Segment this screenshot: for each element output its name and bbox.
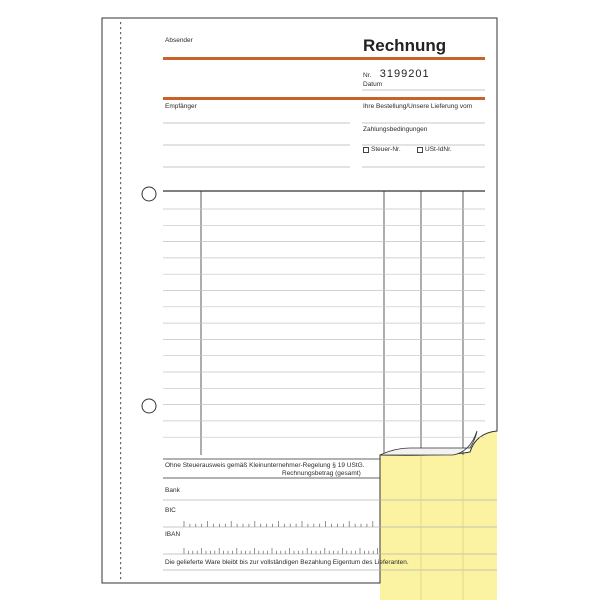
perforation-dot bbox=[120, 447, 121, 449]
perforation-dot bbox=[120, 477, 121, 479]
perforation-dot bbox=[120, 122, 121, 124]
perforation-dot bbox=[120, 257, 121, 259]
perforation-dot bbox=[120, 217, 121, 219]
perforation-dot bbox=[120, 412, 121, 414]
payment-terms-label: Zahlungsbedingungen bbox=[363, 126, 428, 133]
punch-hole-bottom bbox=[142, 399, 156, 413]
perforation-dot bbox=[120, 512, 121, 514]
perforation-dot bbox=[120, 552, 121, 554]
perforation-dot bbox=[120, 502, 121, 504]
perforation-dot bbox=[120, 357, 121, 359]
perforation-dot bbox=[120, 82, 121, 84]
perforation-dot bbox=[120, 547, 121, 549]
perforation-dot bbox=[120, 532, 121, 534]
perforation-dot bbox=[120, 307, 121, 309]
perforation-dot bbox=[120, 167, 121, 169]
perforation-dot bbox=[120, 57, 121, 59]
perforation-dot bbox=[120, 572, 121, 574]
perforation-dot bbox=[120, 37, 121, 39]
perforation-dot bbox=[120, 322, 121, 324]
perforation-dot bbox=[120, 427, 121, 429]
perforation-dot bbox=[120, 32, 121, 34]
perforation-dot bbox=[120, 47, 121, 49]
perforation-dot bbox=[120, 432, 121, 434]
perforation-dot bbox=[120, 62, 121, 64]
perforation-dot bbox=[120, 292, 121, 294]
vat-id-checkbox[interactable] bbox=[417, 147, 423, 153]
perforation-dot bbox=[120, 152, 121, 154]
perforation-dot bbox=[120, 137, 121, 139]
perforation-dot bbox=[120, 312, 121, 314]
perforation-dot bbox=[120, 562, 121, 564]
perforation-dot bbox=[120, 467, 121, 469]
perforation-dot bbox=[120, 117, 121, 119]
vat-id-option[interactable] bbox=[417, 147, 452, 154]
perforation-dot bbox=[120, 212, 121, 214]
perforation-dot bbox=[120, 347, 121, 349]
invoice-number-prefix: Nr. bbox=[363, 72, 372, 79]
header-rule-top bbox=[163, 57, 485, 60]
perforation-dot bbox=[120, 407, 121, 409]
perforation-dot bbox=[120, 397, 121, 399]
perforation-dot bbox=[120, 127, 121, 129]
perforation-dot bbox=[120, 202, 121, 204]
perforation-dot bbox=[120, 282, 121, 284]
tax-number-checkbox[interactable] bbox=[363, 147, 369, 153]
perforation-dot bbox=[120, 392, 121, 394]
perforation-dot bbox=[120, 262, 121, 264]
perforation-dot bbox=[120, 277, 121, 279]
bank-label: Bank bbox=[165, 487, 180, 494]
perforation-dot bbox=[120, 527, 121, 529]
perforation-dot bbox=[120, 97, 121, 99]
perforation-dot bbox=[120, 172, 121, 174]
perforation-dot bbox=[120, 367, 121, 369]
bic-label: BIC bbox=[165, 507, 176, 514]
perforation-dot bbox=[120, 132, 121, 134]
perforation-dot bbox=[120, 22, 121, 24]
perforation-dot bbox=[120, 472, 121, 474]
perforation-dot bbox=[120, 422, 121, 424]
perforation-dot bbox=[120, 197, 121, 199]
perforation-dot bbox=[120, 237, 121, 239]
perforation-dot bbox=[120, 317, 121, 319]
perforation-dot bbox=[120, 377, 121, 379]
perforation-dot bbox=[120, 352, 121, 354]
tax-number-option[interactable] bbox=[363, 147, 401, 154]
perforation-dot bbox=[120, 297, 121, 299]
perforation-dot bbox=[120, 192, 121, 194]
retention-of-title-note: Die gelieferte Ware bleibt bis zur vollständigen Bezahlung Eigentum des Lieferanten. bbox=[165, 559, 409, 566]
perforation-dot bbox=[120, 142, 121, 144]
perforation-dot bbox=[120, 507, 121, 509]
perforation-dot bbox=[120, 542, 121, 544]
tax-number-label: Steuer-Nr. bbox=[371, 146, 401, 153]
perforation-dot bbox=[120, 112, 121, 114]
recipient-label: Empfänger bbox=[165, 103, 197, 110]
perforation-dot bbox=[120, 487, 121, 489]
vat-id-label: USt-IdNr. bbox=[425, 146, 452, 153]
perforation-dot bbox=[120, 327, 121, 329]
sender-label: Absender bbox=[165, 37, 193, 44]
perforation-dot bbox=[120, 577, 121, 579]
header-rule-bottom bbox=[163, 97, 485, 100]
perforation-dot bbox=[120, 72, 121, 74]
invoice-total-label: Rechnungsbetrag (gesamt) bbox=[282, 470, 361, 477]
perforation-dot bbox=[120, 207, 121, 209]
document-title: Rechnung bbox=[363, 36, 447, 55]
perforation-dot bbox=[120, 482, 121, 484]
perforation-dot bbox=[120, 537, 121, 539]
perforation-dot bbox=[120, 497, 121, 499]
perforation-dot bbox=[120, 337, 121, 339]
perforation-dot bbox=[120, 567, 121, 569]
perforation-dot bbox=[120, 287, 121, 289]
perforation-dot bbox=[120, 517, 121, 519]
small-business-tax-note: Ohne Steuerausweis gemäß Kleinunternehmer-Regelung § 19 UStG. bbox=[165, 462, 365, 469]
perforation-dot bbox=[120, 272, 121, 274]
perforation-dot bbox=[120, 162, 121, 164]
punch-hole-top bbox=[142, 187, 156, 201]
perforation-dot bbox=[120, 522, 121, 524]
perforation-dot bbox=[120, 402, 121, 404]
perforation-dot bbox=[120, 557, 121, 559]
perforation-dot bbox=[120, 87, 121, 89]
perforation-dot bbox=[120, 147, 121, 149]
perforation-dot bbox=[120, 372, 121, 374]
perforation-dot bbox=[120, 387, 121, 389]
perforation-dot bbox=[120, 417, 121, 419]
perforation-dot bbox=[120, 492, 121, 494]
iban-label: IBAN bbox=[165, 531, 181, 538]
perforation-dot bbox=[120, 102, 121, 104]
perforation-dot bbox=[120, 232, 121, 234]
perforation-dot bbox=[120, 452, 121, 454]
invoice-number bbox=[363, 64, 430, 82]
perforation-dot bbox=[120, 157, 121, 159]
perforation-dot bbox=[120, 442, 121, 444]
perforation-dot bbox=[120, 67, 121, 69]
date-label: Datum bbox=[363, 81, 383, 88]
perforation-dot bbox=[120, 342, 121, 344]
perforation-dot bbox=[120, 177, 121, 179]
perforation-dot bbox=[120, 362, 121, 364]
perforation-dot bbox=[120, 187, 121, 189]
perforation-dot bbox=[120, 107, 121, 109]
perforation-dot bbox=[120, 77, 121, 79]
perforation-dot bbox=[120, 92, 121, 94]
perforation-dot bbox=[120, 182, 121, 184]
perforation-dot bbox=[120, 27, 121, 29]
perforation-dot bbox=[120, 52, 121, 54]
perforation-dot bbox=[120, 332, 121, 334]
invoice-number-value: 3199201 bbox=[379, 68, 430, 80]
perforation-dot bbox=[120, 302, 121, 304]
perforation-dot bbox=[120, 457, 121, 459]
perforation-dot bbox=[120, 382, 121, 384]
perforation-dot bbox=[120, 462, 121, 464]
perforation-dot bbox=[120, 227, 121, 229]
order-delivery-label: Ihre Bestellung/Unsere Lieferung vom bbox=[363, 103, 473, 110]
perforation-dot bbox=[120, 437, 121, 439]
perforation-dot bbox=[120, 247, 121, 249]
carbon-copy-body bbox=[380, 455, 497, 600]
perforation-dot bbox=[120, 267, 121, 269]
perforation-dot bbox=[120, 42, 121, 44]
perforation-dot bbox=[120, 242, 121, 244]
perforation-dot bbox=[120, 252, 121, 254]
perforation-dot bbox=[120, 222, 121, 224]
